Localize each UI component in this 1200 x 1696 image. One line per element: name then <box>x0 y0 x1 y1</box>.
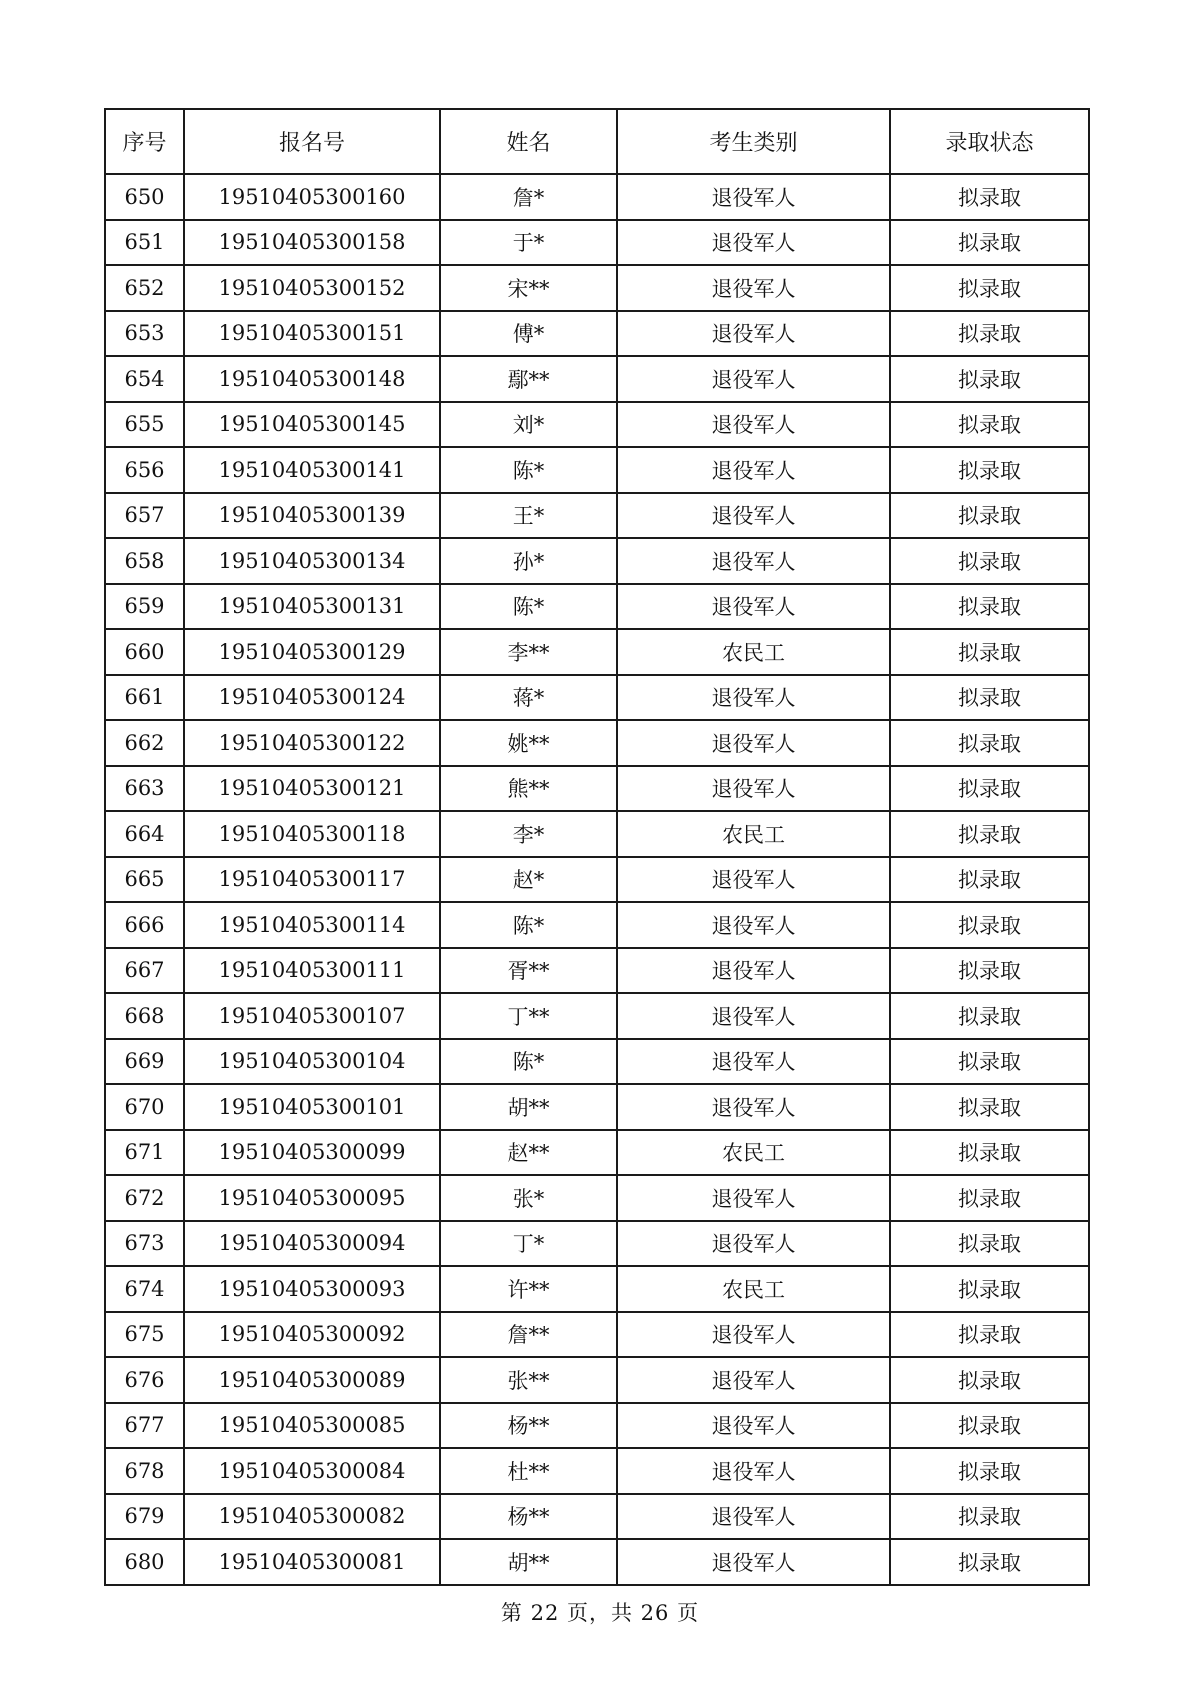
cell-index: 655 <box>105 402 184 448</box>
table-row <box>105 220 1089 266</box>
cell-name: 赵** <box>440 1130 617 1176</box>
cell-name: 孙* <box>440 538 617 584</box>
cell-admission-status: 拟录取 <box>890 1084 1089 1130</box>
cell-name: 陈* <box>440 902 617 948</box>
cell-admission-status: 拟录取 <box>890 538 1089 584</box>
cell-candidate-category: 退役军人 <box>617 584 890 630</box>
cell-name: 张* <box>440 1175 617 1221</box>
cell-registration-number: 19510405300158 <box>184 220 440 266</box>
cell-candidate-category: 退役军人 <box>617 720 890 766</box>
cell-index: 669 <box>105 1039 184 1085</box>
cell-candidate-category: 退役军人 <box>617 1357 890 1403</box>
cell-index: 677 <box>105 1403 184 1449</box>
cell-admission-status: 拟录取 <box>890 1312 1089 1358</box>
cell-admission-status: 拟录取 <box>890 402 1089 448</box>
cell-index: 661 <box>105 675 184 721</box>
table-row <box>105 1448 1089 1494</box>
header-index: 序号 <box>105 109 184 174</box>
cell-index: 680 <box>105 1539 184 1585</box>
cell-name: 宋** <box>440 265 617 311</box>
cell-name: 傅* <box>440 311 617 357</box>
cell-registration-number: 19510405300139 <box>184 493 440 539</box>
cell-index: 659 <box>105 584 184 630</box>
header-registration-number: 报名号 <box>184 109 440 174</box>
page-number-footer: 第 22 页，共 26 页 <box>500 1601 700 1625</box>
cell-candidate-category: 退役军人 <box>617 1403 890 1449</box>
cell-admission-status: 拟录取 <box>890 356 1089 402</box>
cell-registration-number: 19510405300095 <box>184 1175 440 1221</box>
cell-index: 679 <box>105 1494 184 1540</box>
cell-registration-number: 19510405300129 <box>184 629 440 675</box>
cell-index: 671 <box>105 1130 184 1176</box>
cell-index: 657 <box>105 493 184 539</box>
cell-admission-status: 拟录取 <box>890 720 1089 766</box>
cell-name: 姚** <box>440 720 617 766</box>
cell-name: 李** <box>440 629 617 675</box>
cell-name: 陈* <box>440 447 617 493</box>
table-row <box>105 584 1089 630</box>
cell-registration-number: 19510405300085 <box>184 1403 440 1449</box>
cell-registration-number: 19510405300114 <box>184 902 440 948</box>
header-admission-status: 录取状态 <box>890 109 1089 174</box>
cell-registration-number: 19510405300134 <box>184 538 440 584</box>
cell-candidate-category: 退役军人 <box>617 1539 890 1585</box>
cell-index: 667 <box>105 948 184 994</box>
cell-registration-number: 19510405300081 <box>184 1539 440 1585</box>
cell-candidate-category: 退役军人 <box>617 766 890 812</box>
table-row <box>105 1130 1089 1176</box>
cell-candidate-category: 退役军人 <box>617 538 890 584</box>
cell-index: 664 <box>105 811 184 857</box>
cell-admission-status: 拟录取 <box>890 1448 1089 1494</box>
cell-admission-status: 拟录取 <box>890 629 1089 675</box>
cell-admission-status: 拟录取 <box>890 447 1089 493</box>
cell-index: 652 <box>105 265 184 311</box>
cell-candidate-category: 退役军人 <box>617 902 890 948</box>
cell-name: 蒋* <box>440 675 617 721</box>
cell-index: 654 <box>105 356 184 402</box>
cell-candidate-category: 退役军人 <box>617 1312 890 1358</box>
cell-candidate-category: 退役军人 <box>617 1221 890 1267</box>
cell-registration-number: 19510405300082 <box>184 1494 440 1540</box>
table-row <box>105 675 1089 721</box>
table-row <box>105 447 1089 493</box>
cell-name: 胡** <box>440 1539 617 1585</box>
cell-registration-number: 19510405300093 <box>184 1266 440 1312</box>
cell-index: 653 <box>105 311 184 357</box>
table-row <box>105 1221 1089 1267</box>
table-row <box>105 811 1089 857</box>
header-candidate-category: 考生类别 <box>617 109 890 174</box>
cell-registration-number: 19510405300148 <box>184 356 440 402</box>
cell-index: 665 <box>105 857 184 903</box>
cell-name: 胡** <box>440 1084 617 1130</box>
table-row <box>105 1039 1089 1085</box>
cell-registration-number: 19510405300089 <box>184 1357 440 1403</box>
admission-table <box>104 108 1090 1586</box>
cell-name: 杜** <box>440 1448 617 1494</box>
cell-candidate-category: 退役军人 <box>617 948 890 994</box>
table-row <box>105 902 1089 948</box>
cell-name: 杨** <box>440 1494 617 1540</box>
cell-index: 675 <box>105 1312 184 1358</box>
table-row <box>105 857 1089 903</box>
cell-candidate-category: 退役军人 <box>617 493 890 539</box>
cell-name: 许** <box>440 1266 617 1312</box>
cell-registration-number: 19510405300101 <box>184 1084 440 1130</box>
cell-candidate-category: 退役军人 <box>617 265 890 311</box>
cell-name: 鄢** <box>440 356 617 402</box>
cell-candidate-category: 退役军人 <box>617 993 890 1039</box>
cell-admission-status: 拟录取 <box>890 1175 1089 1221</box>
cell-index: 660 <box>105 629 184 675</box>
table-row <box>105 993 1089 1039</box>
cell-index: 663 <box>105 766 184 812</box>
table-row <box>105 1403 1089 1449</box>
cell-candidate-category: 退役军人 <box>617 1175 890 1221</box>
cell-admission-status: 拟录取 <box>890 1130 1089 1176</box>
table-row <box>105 402 1089 448</box>
cell-name: 詹** <box>440 1312 617 1358</box>
cell-admission-status: 拟录取 <box>890 584 1089 630</box>
cell-candidate-category: 农民工 <box>617 629 890 675</box>
cell-registration-number: 19510405300084 <box>184 1448 440 1494</box>
cell-name: 詹* <box>440 174 617 220</box>
cell-admission-status: 拟录取 <box>890 675 1089 721</box>
cell-candidate-category: 退役军人 <box>617 1494 890 1540</box>
cell-admission-status: 拟录取 <box>890 902 1089 948</box>
table-row <box>105 1539 1089 1585</box>
cell-registration-number: 19510405300118 <box>184 811 440 857</box>
cell-candidate-category: 退役军人 <box>617 402 890 448</box>
cell-admission-status: 拟录取 <box>890 311 1089 357</box>
cell-registration-number: 19510405300092 <box>184 1312 440 1358</box>
cell-name: 胥** <box>440 948 617 994</box>
cell-admission-status: 拟录取 <box>890 993 1089 1039</box>
cell-registration-number: 19510405300160 <box>184 174 440 220</box>
cell-registration-number: 19510405300099 <box>184 1130 440 1176</box>
cell-candidate-category: 退役军人 <box>617 1448 890 1494</box>
cell-admission-status: 拟录取 <box>890 766 1089 812</box>
cell-candidate-category: 退役军人 <box>617 675 890 721</box>
table-row <box>105 265 1089 311</box>
cell-name: 刘* <box>440 402 617 448</box>
cell-candidate-category: 退役军人 <box>617 447 890 493</box>
cell-name: 丁** <box>440 993 617 1039</box>
cell-index: 658 <box>105 538 184 584</box>
cell-index: 673 <box>105 1221 184 1267</box>
cell-index: 674 <box>105 1266 184 1312</box>
cell-registration-number: 19510405300122 <box>184 720 440 766</box>
cell-registration-number: 19510405300124 <box>184 675 440 721</box>
table-row <box>105 493 1089 539</box>
table-body <box>105 174 1089 1585</box>
cell-registration-number: 19510405300145 <box>184 402 440 448</box>
cell-candidate-category: 退役军人 <box>617 1039 890 1085</box>
table-row <box>105 538 1089 584</box>
cell-candidate-category: 退役军人 <box>617 1084 890 1130</box>
cell-candidate-category: 退役军人 <box>617 174 890 220</box>
table-row <box>105 766 1089 812</box>
cell-registration-number: 19510405300131 <box>184 584 440 630</box>
table-row <box>105 1357 1089 1403</box>
cell-registration-number: 19510405300121 <box>184 766 440 812</box>
cell-admission-status: 拟录取 <box>890 1403 1089 1449</box>
cell-name: 陈* <box>440 1039 617 1085</box>
cell-name: 张** <box>440 1357 617 1403</box>
cell-index: 678 <box>105 1448 184 1494</box>
cell-index: 676 <box>105 1357 184 1403</box>
cell-admission-status: 拟录取 <box>890 1221 1089 1267</box>
cell-index: 668 <box>105 993 184 1039</box>
cell-candidate-category: 退役军人 <box>617 220 890 266</box>
cell-admission-status: 拟录取 <box>890 811 1089 857</box>
cell-candidate-category: 农民工 <box>617 1130 890 1176</box>
cell-registration-number: 19510405300104 <box>184 1039 440 1085</box>
cell-candidate-category: 农民工 <box>617 1266 890 1312</box>
cell-candidate-category: 退役军人 <box>617 356 890 402</box>
cell-registration-number: 19510405300094 <box>184 1221 440 1267</box>
cell-registration-number: 19510405300151 <box>184 311 440 357</box>
cell-index: 666 <box>105 902 184 948</box>
table-row <box>105 1084 1089 1130</box>
cell-registration-number: 19510405300141 <box>184 447 440 493</box>
cell-registration-number: 19510405300107 <box>184 993 440 1039</box>
table-row <box>105 948 1089 994</box>
cell-index: 672 <box>105 1175 184 1221</box>
table-row <box>105 1312 1089 1358</box>
table-row <box>105 720 1089 766</box>
cell-admission-status: 拟录取 <box>890 1039 1089 1085</box>
cell-index: 650 <box>105 174 184 220</box>
table-row <box>105 1266 1089 1312</box>
cell-name: 王* <box>440 493 617 539</box>
cell-admission-status: 拟录取 <box>890 1539 1089 1585</box>
cell-admission-status: 拟录取 <box>890 493 1089 539</box>
cell-name: 李* <box>440 811 617 857</box>
cell-name: 于* <box>440 220 617 266</box>
table-row <box>105 1175 1089 1221</box>
cell-registration-number: 19510405300111 <box>184 948 440 994</box>
cell-index: 662 <box>105 720 184 766</box>
cell-admission-status: 拟录取 <box>890 174 1089 220</box>
cell-candidate-category: 退役军人 <box>617 311 890 357</box>
cell-index: 651 <box>105 220 184 266</box>
table-row <box>105 1494 1089 1540</box>
cell-admission-status: 拟录取 <box>890 1494 1089 1540</box>
table-row <box>105 629 1089 675</box>
cell-name: 杨** <box>440 1403 617 1449</box>
cell-candidate-category: 退役军人 <box>617 857 890 903</box>
cell-admission-status: 拟录取 <box>890 948 1089 994</box>
cell-index: 656 <box>105 447 184 493</box>
header-name: 姓名 <box>440 109 617 174</box>
cell-admission-status: 拟录取 <box>890 857 1089 903</box>
cell-name: 陈* <box>440 584 617 630</box>
cell-candidate-category: 农民工 <box>617 811 890 857</box>
cell-registration-number: 19510405300152 <box>184 265 440 311</box>
table-header-row <box>105 109 1089 174</box>
cell-registration-number: 19510405300117 <box>184 857 440 903</box>
cell-admission-status: 拟录取 <box>890 265 1089 311</box>
table-row <box>105 174 1089 220</box>
cell-index: 670 <box>105 1084 184 1130</box>
cell-admission-status: 拟录取 <box>890 220 1089 266</box>
table-row <box>105 311 1089 357</box>
cell-name: 熊** <box>440 766 617 812</box>
table-row <box>105 356 1089 402</box>
cell-name: 丁* <box>440 1221 617 1267</box>
cell-admission-status: 拟录取 <box>890 1357 1089 1403</box>
cell-admission-status: 拟录取 <box>890 1266 1089 1312</box>
cell-name: 赵* <box>440 857 617 903</box>
